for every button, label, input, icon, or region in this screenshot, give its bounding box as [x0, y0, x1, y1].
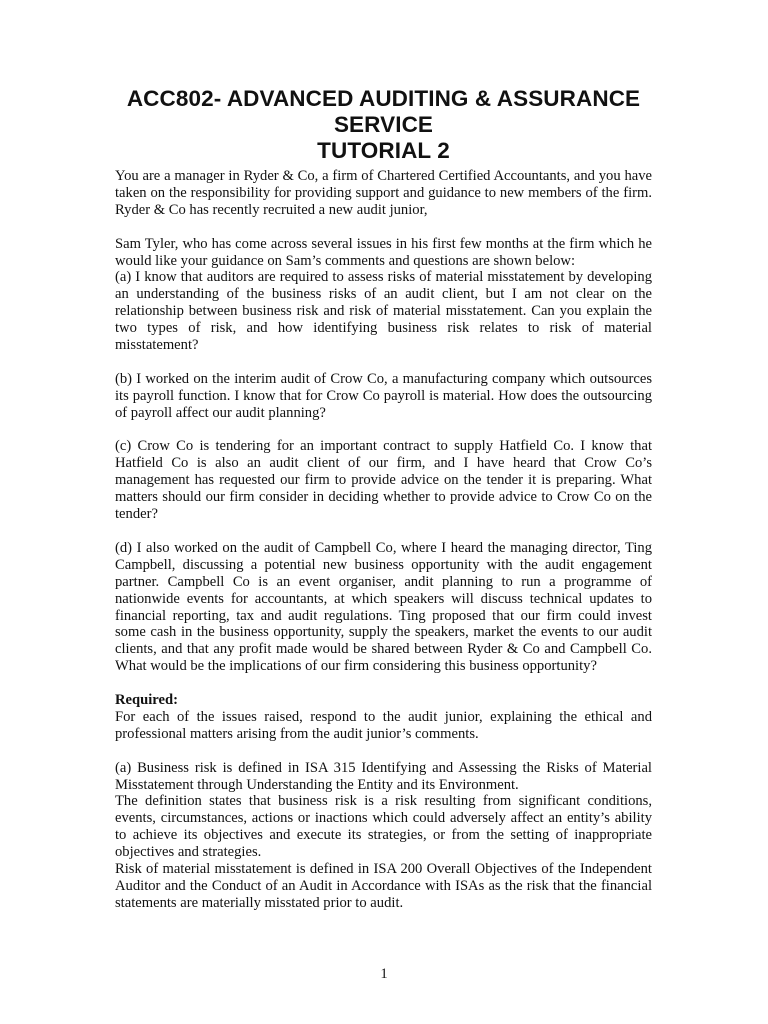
page-number: 1: [380, 966, 388, 982]
title-line-3: TUTORIAL 2: [317, 138, 450, 163]
paragraph-gap: [115, 422, 652, 439]
paragraph-gap: [115, 675, 652, 692]
title-line-1: ACC802- ADVANCED AUDITING & ASSURANCE: [126, 86, 641, 111]
intro-paragraph-1: You are a manager in Ryder & Co, a firm of Chartered Certified Accountants, and you have taken on the responsibility for providing support and guidance to new members of the firm. Ryder & Co has recently recruited a new audit junior,: [115, 168, 652, 218]
document-title: [115, 86, 652, 164]
question-a: (a) I know that auditors are required to assess risks of material misstatement by developing an understanding of the business risks of an audit client, but I am not clear on the relationship between business risk and risk of material misstatement. Can you explain the two types of risk, and how identifying business risk relates to risk of material misstatement?: [115, 269, 652, 354]
paragraph-gap: [115, 354, 652, 371]
paragraph-gap: [115, 523, 652, 540]
question-d: (d) I also worked on the audit of Campbell Co, where I heard the managing director, Ting Campbell, discussing a potential new business opportunity with the audit engagement partner. Campbell Co is an event organiser, andit planning to run a programme of nationwide events for accountants, at which speakers will discuss technical updates to financial reporting, tax and audit regulations. Ting proposed that our firm could invest some cash in the business opportunity, supply the speakers, market the events to our audit clients, and that any profit made would be shared between Ryder & Co and Campbell Co. What would be the implications of our firm considering this business opportunity?: [115, 539, 652, 675]
document-body: [115, 168, 652, 912]
question-c: (c) Crow Co is tendering for an important contract to supply Hatfield Co. I know that Hatfield Co is also an audit client of our firm, and I have heard that Crow Co’s management has requested our firm to provide advice on the tender it is preparing. What matters should our firm consider in deciding whether to provide advice to Crow Co on the tender?: [115, 438, 652, 523]
question-b: (b) I worked on the interim audit of Crow Co, a manufacturing company which outsources its payroll function. I know that for Crow Co payroll is material. How does the outsourcing of payroll affect our audit planning?: [115, 370, 652, 421]
paragraph-gap: [115, 743, 652, 760]
required-heading: Required:: [115, 692, 178, 709]
document-page: [115, 86, 652, 912]
answer-a-business-risk: The definition states that business risk is a risk resulting from significant conditions, events, circumstances, actions or inactions which could adversely affect an entity’s ability to achieve its objectives and execute its strategies, or from the setting of inappropriate objectives and strategies.: [115, 793, 652, 861]
intro-paragraph-2: Sam Tyler, who has come across several issues in his first few months at the firm which he would like your guidance on Sam’s comments and questions are shown below:: [115, 235, 652, 269]
required-text: For each of the issues raised, respond to the audit junior, explaining the ethical and professional matters arising from the audit junior’s comments.: [115, 708, 652, 742]
answer-a-material-misstatement: Risk of material misstatement is defined in ISA 200 Overall Objectives of the Independent Auditor and the Conduct of an Audit in Accordance with ISAs as the risk that the financial statements are materially misstated prior to audit.: [115, 861, 652, 911]
answer-a-intro: (a) Business risk is defined in ISA 315 Identifying and Assessing the Risks of Material Misstatement through Understanding the Entity and its Environment.: [115, 759, 652, 793]
title-line-2: SERVICE: [333, 112, 434, 137]
paragraph-gap: [115, 219, 652, 236]
